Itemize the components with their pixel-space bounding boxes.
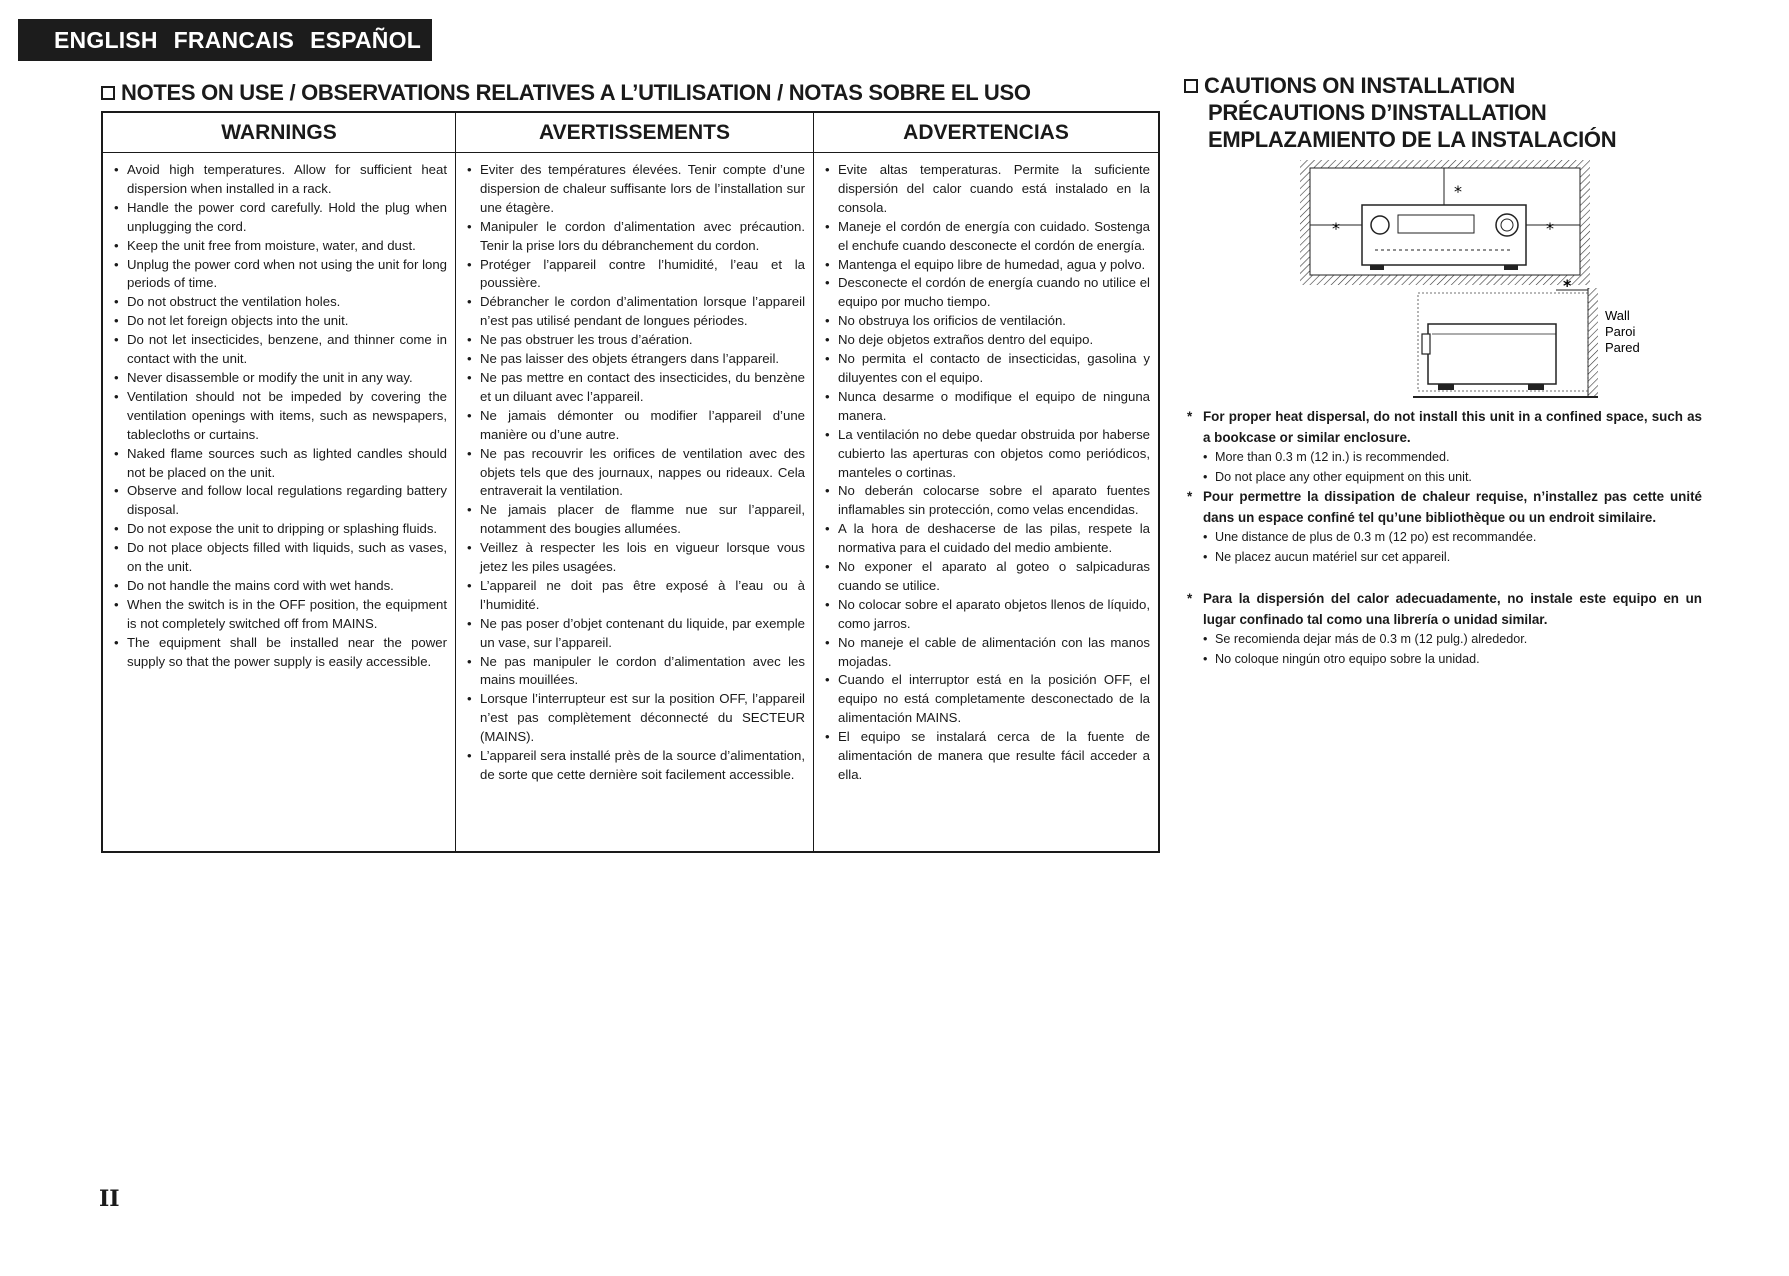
warning-item: • Ne pas poser d’objet contenant du liquide, par exemple un vase, sur l’appareil. bbox=[466, 615, 805, 653]
warning-item: • Ne pas recouvrir les orifices de ventilation avec des objets tels que des journaux, nappes ou rideaux. Cela entraverait la ventilation. bbox=[466, 445, 805, 502]
warning-item: • La ventilación no debe quedar obstruida por haberse cubierto las aperturas con objetos como periódicos, manteles o cortinas. bbox=[824, 426, 1150, 483]
warning-item: • No obstruya los orificios de ventilación. bbox=[824, 312, 1150, 331]
language-english: ENGLISH bbox=[54, 27, 158, 53]
warning-item: • Manipuler le cordon d’alimentation avec précaution. Tenir la prise lors du débranchement du cordon. bbox=[466, 218, 805, 256]
warning-item: • Naked flame sources such as lighted candles should not be placed on the unit. bbox=[113, 445, 447, 483]
warning-item: • No deberán colocarse sobre el aparato fuentes inflamables sin protección, como velas encendidas. bbox=[824, 482, 1150, 520]
asterisk-icon: * bbox=[1187, 591, 1193, 606]
caution-sub-item: • Do not place any other equipment on this unit. bbox=[1203, 468, 1702, 488]
warning-item: • Cuando el interruptor está en la posición OFF, el equipo no está completamente desconectado de la alimentación MAINS. bbox=[824, 671, 1150, 728]
receiver-side bbox=[1428, 324, 1556, 384]
warning-item: • Débrancher le cordon d’alimentation lorsque l’appareil n’est pas utilisé pendant de longues périodes. bbox=[466, 293, 805, 331]
checkbox-square-icon bbox=[101, 86, 115, 100]
receiver-foot-right bbox=[1504, 265, 1518, 270]
caution-subs-en bbox=[1187, 448, 1702, 487]
install-title-en: CAUTIONS ON INSTALLATION bbox=[1204, 73, 1515, 98]
warning-item: • Mantenga el equipo libre de humedad, agua y polvo. bbox=[824, 256, 1150, 275]
warning-item: • Do not let foreign objects into the unit. bbox=[113, 312, 447, 331]
warning-item: • El equipo se instalará cerca de la fuente de alimentación de manera que resulte fácil acceder a ella. bbox=[824, 728, 1150, 785]
column-english bbox=[103, 113, 456, 851]
install-title-fr: PRÉCAUTIONS D’INSTALLATION bbox=[1208, 100, 1547, 125]
column-heading-avertissements: AVERTISSEMENTS bbox=[456, 113, 813, 153]
caution-main-es-text: Para la dispersión del calor adecuadamente, no instale este equipo en un lugar confinado tal como una librería o unidad similar. bbox=[1203, 591, 1702, 627]
checkbox-square-icon bbox=[1184, 79, 1198, 93]
warnings-list-en bbox=[103, 153, 455, 671]
warning-item: • Lorsque l’interrupteur est sur la position OFF, l’appareil n’est pas complètement déconnecté du SECTEUR (MAINS). bbox=[466, 690, 805, 747]
caution-sub-item: • More than 0.3 m (12 in.) is recommended. bbox=[1203, 448, 1702, 468]
language-tab-bar bbox=[18, 19, 432, 61]
page-number: II bbox=[99, 1186, 120, 1212]
asterisk-icon: * bbox=[1187, 489, 1193, 504]
receiver-side-foot-right bbox=[1528, 384, 1544, 390]
floor-line bbox=[1413, 396, 1598, 398]
warning-item: • Ne pas manipuler le cordon d’alimentation avec les mains mouillées. bbox=[466, 653, 805, 691]
warning-item: • Observe and follow local regulations regarding battery disposal. bbox=[113, 482, 447, 520]
caution-sub-item: • Se recomienda dejar más de 0.3 m (12 pulg.) alrededor. bbox=[1203, 630, 1702, 650]
caution-block-french bbox=[1187, 486, 1702, 567]
warnings-list-es bbox=[814, 153, 1158, 785]
warning-item: • Nunca desarme o modifique el equipo de ninguna manera. bbox=[824, 388, 1150, 426]
caution-main-en bbox=[1187, 406, 1702, 448]
warning-item: • Ne pas laisser des objets étrangers dans l’appareil. bbox=[466, 350, 805, 369]
warnings-list-fr bbox=[456, 153, 813, 785]
warning-item: • Maneje el cordón de energía con cuidado. Sostenga el enchufe cuando desconecte el cordón de energía. bbox=[824, 218, 1150, 256]
warning-item: • Do not handle the mains cord with wet hands. bbox=[113, 577, 447, 596]
column-heading-warnings: WARNINGS bbox=[103, 113, 455, 153]
warning-item: • No maneje el cable de alimentación con las manos mojadas. bbox=[824, 634, 1150, 672]
receiver-foot-left bbox=[1370, 265, 1384, 270]
caution-block-spanish bbox=[1187, 588, 1702, 669]
column-french bbox=[456, 113, 814, 851]
left-clearance-star: * bbox=[1332, 219, 1340, 238]
asterisk-icon: * bbox=[1187, 409, 1193, 424]
label-pared: Pared bbox=[1605, 340, 1640, 355]
caution-main-fr bbox=[1187, 486, 1702, 528]
warning-item: • Ne jamais démonter ou modifier l’appareil d’une manière ou d’une autre. bbox=[466, 407, 805, 445]
warning-item: • Do not expose the unit to dripping or splashing fluids. bbox=[113, 520, 447, 539]
label-wall: Wall bbox=[1605, 308, 1630, 323]
language-espanol: ESPAÑOL bbox=[310, 27, 421, 53]
warning-item: • Avoid high temperatures. Allow for sufficient heat dispersion when installed in a rack. bbox=[113, 161, 447, 199]
installation-front-diagram bbox=[1300, 160, 1590, 285]
back-clearance-star: * bbox=[1563, 278, 1572, 295]
warning-item: • No exponer el aparato al goteo o salpicaduras cuando se utilice. bbox=[824, 558, 1150, 596]
caution-main-en-text: For proper heat dispersal, do not install this unit in a confined space, such as a bookcase or similar enclosure. bbox=[1203, 409, 1702, 445]
warning-item: • Ventilation should not be impeded by covering the ventilation openings with items, such as newspapers, tablecloths or curtains. bbox=[113, 388, 447, 445]
right-clearance-star: * bbox=[1546, 219, 1554, 238]
language-francais: FRANCAIS bbox=[173, 27, 295, 53]
top-clearance-star: * bbox=[1454, 182, 1462, 201]
warning-item: • Unplug the power cord when not using the unit for long periods of time. bbox=[113, 256, 447, 294]
installation-side-diagram bbox=[1408, 278, 1673, 398]
receiver-side-foot-left bbox=[1438, 384, 1454, 390]
side-wall-hatch bbox=[1588, 288, 1598, 396]
caution-sub-item: • No coloque ningún otro equipo sobre la unidad. bbox=[1203, 650, 1702, 670]
warning-item: • Do not let insecticides, benzene, and thinner come in contact with the unit. bbox=[113, 331, 447, 369]
warning-item: • Never disassemble or modify the unit in any way. bbox=[113, 369, 447, 388]
column-spanish bbox=[814, 113, 1158, 851]
receiver-display bbox=[1398, 215, 1474, 233]
warning-item: • No permita el contacto de insecticidas, gasolina y diluyentes con el equipo. bbox=[824, 350, 1150, 388]
warning-item: • Evite altas temperaturas. Permite la suficiente dispersión del calor cuando está instalado en la consola. bbox=[824, 161, 1150, 218]
warning-item: • Ne jamais placer de flamme nue sur l’appareil, notamment des bougies allumées. bbox=[466, 501, 805, 539]
warning-item: • Veillez à respecter les lois en vigueur lorsque vous jetez les piles usagées. bbox=[466, 539, 805, 577]
column-heading-advertencias: ADVERTENCIAS bbox=[814, 113, 1158, 153]
notes-title-text: NOTES ON USE / OBSERVATIONS RELATIVES A L’UTILISATION / NOTAS SOBRE EL USO bbox=[121, 80, 1031, 105]
caution-sub-item: • Ne placez aucun matériel sur cet appareil. bbox=[1203, 548, 1702, 568]
warning-item: • L’appareil sera installé près de la source d’alimentation, de sorte que cette dernière soit facilement accessible. bbox=[466, 747, 805, 785]
caution-subs-fr bbox=[1187, 528, 1702, 567]
warning-item: • Ne pas mettre en contact des insecticides, du benzène et un diluant avec l’appareil. bbox=[466, 369, 805, 407]
caution-subs-es bbox=[1187, 630, 1702, 669]
caution-main-es bbox=[1187, 588, 1702, 630]
warning-item: • Keep the unit free from moisture, water, and dust. bbox=[113, 237, 447, 256]
warning-item: • Ne pas obstruer les trous d’aération. bbox=[466, 331, 805, 350]
warning-item: • Do not obstruct the ventilation holes. bbox=[113, 293, 447, 312]
warning-item: • Do not place objects filled with liquids, such as vases, on the unit. bbox=[113, 539, 447, 577]
warning-item: • L’appareil ne doit pas être exposé à l’eau ou à l’humidité. bbox=[466, 577, 805, 615]
warning-item: • The equipment shall be installed near the power supply so that the power supply is easily accessible. bbox=[113, 634, 447, 672]
caution-sub-item: • Une distance de plus de 0.3 m (12 po) est recommandée. bbox=[1203, 528, 1702, 548]
warning-item: • No deje objetos extraños dentro del equipo. bbox=[824, 331, 1150, 350]
notes-on-use-title bbox=[101, 80, 1031, 106]
installation-cautions-title bbox=[1184, 72, 1616, 153]
label-paroi: Paroi bbox=[1605, 324, 1636, 339]
caution-block-english bbox=[1187, 406, 1702, 487]
warnings-table bbox=[101, 111, 1160, 853]
warning-item: • Desconecte el cordón de energía cuando no utilice el equipo por mucho tiempo. bbox=[824, 274, 1150, 312]
warning-item: • When the switch is in the OFF position, the equipment is not completely switched off from MAINS. bbox=[113, 596, 447, 634]
warning-item: • Handle the power cord carefully. Hold the plug when unplugging the cord. bbox=[113, 199, 447, 237]
warning-item: • Eviter des températures élevées. Tenir compte d’une dispersion de chaleur suffisante lors de l’installation sur une étagère. bbox=[466, 161, 805, 218]
warning-item: • A la hora de deshacerse de las pilas, respete la normativa para el cuidado del medio ambiente. bbox=[824, 520, 1150, 558]
receiver-knob-side bbox=[1422, 334, 1430, 354]
warning-item: • No colocar sobre el aparato objetos llenos de líquido, como jarros. bbox=[824, 596, 1150, 634]
install-title-es: EMPLAZAMIENTO DE LA INSTALACIÓN bbox=[1208, 127, 1617, 152]
warning-item: • Protéger l’appareil contre l’humidité, l’eau et la poussière. bbox=[466, 256, 805, 294]
caution-main-fr-text: Pour permettre la dissipation de chaleur requise, n’installez pas cette unité dans un espace confiné tel qu’une bibliothèque ou un endroit similaire. bbox=[1203, 489, 1702, 525]
